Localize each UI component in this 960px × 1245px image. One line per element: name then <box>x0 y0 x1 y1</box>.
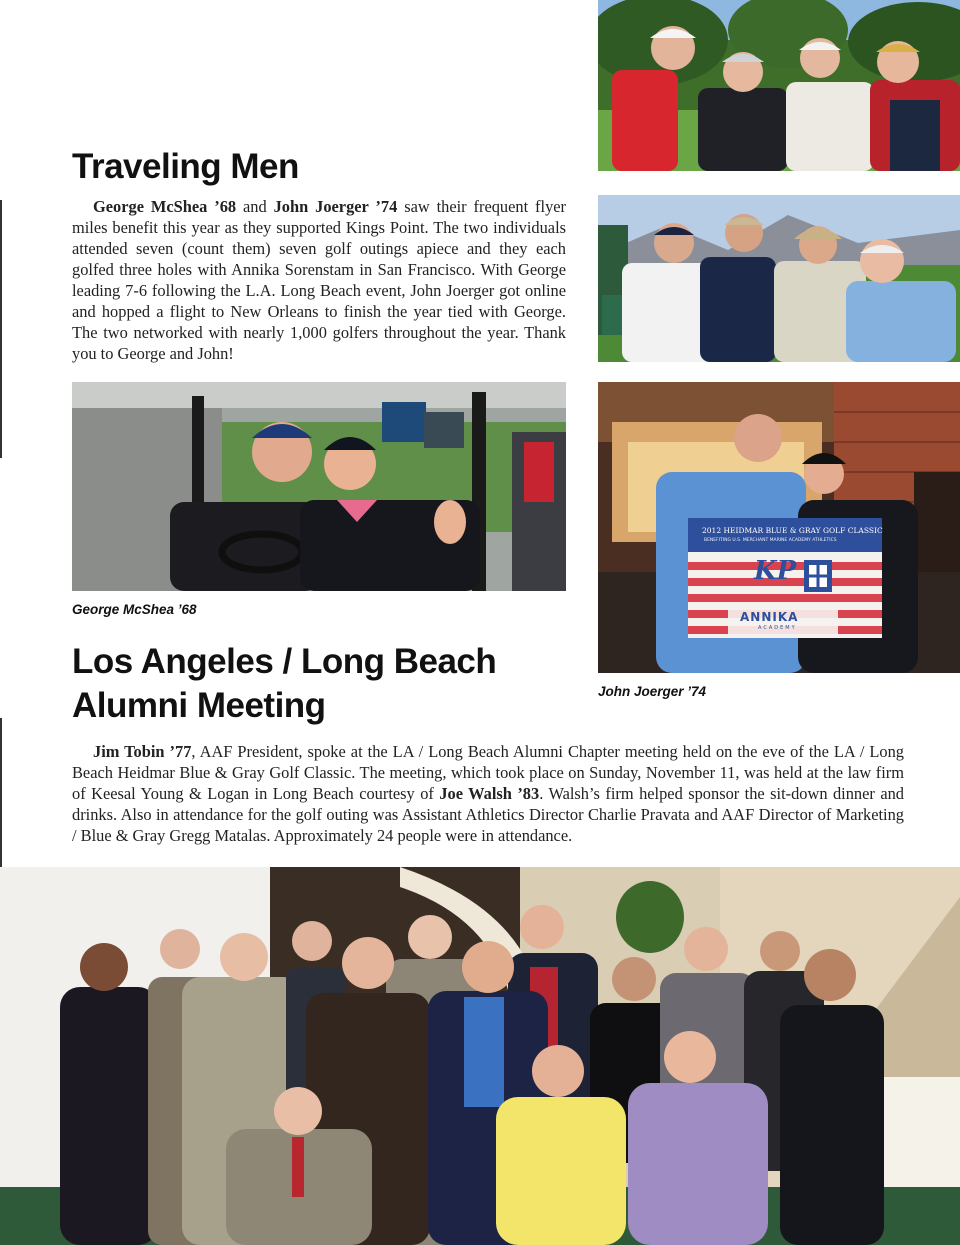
flag-line-1: 2012 HEIDMAR BLUE & GRAY GOLF CLASSIC <box>702 526 883 535</box>
flag-line-2: BENEFITING U.S. MERCHANT MARINE ACADEMY ATHLETICS <box>704 538 837 543</box>
traveling-men-paragraph <box>72 196 566 364</box>
photo-golf-cart-annika <box>72 382 566 591</box>
photo-golf-foursome-2 <box>598 195 960 362</box>
name-jim-tobin: Jim Tobin ’77 <box>93 742 192 761</box>
paragraph-body: saw their frequent flyer miles benefit this year as they supported Kings Point. The two individuals attended seven (count them) seven golf outings apiece and they each golfed three holes with Annika Sorenstam in San Francisco. With George leading 7-6 following the L.A. Long Beach event, John Joerger got online and hopped a flight to New Orleans to finish the year tied with George. The two networked with nearly 1,000 golfers throughout the year. Thank you to George and John! <box>72 197 566 363</box>
flag-brand-sub: ACADEMY <box>758 625 797 631</box>
section-title-la-long-beach <box>72 640 496 728</box>
flag-kp-logo: KP <box>754 556 797 586</box>
photo-alumni-group <box>0 867 960 1245</box>
section-title-line-1: Los Angeles / Long Beach <box>72 642 497 681</box>
flag-brand: ANNIKA <box>740 610 799 624</box>
caption-john-joerger: John Joerger ’74 <box>598 684 707 699</box>
margin-rule <box>0 200 2 458</box>
name-joe-walsh: Joe Walsh ’83 <box>439 784 540 803</box>
la-meeting-paragraph <box>72 741 904 846</box>
paragraph-body-2: . Walsh’s firm helped sponsor the sit-down dinner and drinks. Also in attendance for the golf outing was Assistant Athletics Director Charlie Pravata and AAF Director of Marketing / Blue & Gray Gregg Matalas. Approximately 24 people were in attendance. <box>72 784 904 845</box>
name-john-joerger: John Joerger ’74 <box>273 197 398 216</box>
photo-golf-foursome-1 <box>598 0 960 171</box>
name-george-mcshea: George McShea ’68 <box>93 197 237 216</box>
section-title-line-2: Alumni Meeting <box>72 686 326 725</box>
caption-george-mcshea: George McShea ’68 <box>72 602 197 617</box>
section-title-traveling-men: Traveling Men <box>72 147 299 186</box>
conjunction-text: and <box>236 197 274 216</box>
paragraph-body-1: , AAF President, spoke at the LA / Long Beach Alumni Chapter meeting held on the eve of the LA / Long Beach Heidmar Blue & Gray Golf Classic. The meeting, which took place on Sunday, November 11, was held at the law firm of Keesal Young & Logan in Long Beach courtesy of <box>72 742 904 803</box>
photo-flag-john-joerger <box>598 382 960 673</box>
